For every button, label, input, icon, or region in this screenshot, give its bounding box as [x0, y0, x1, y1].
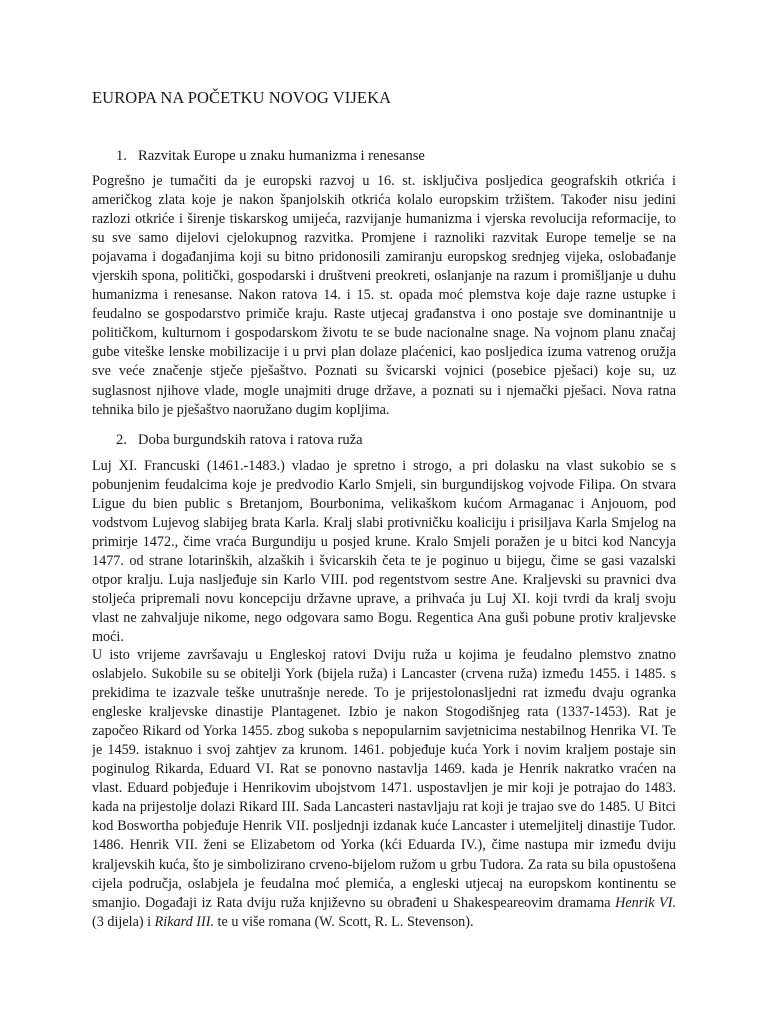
paragraph-text: (3 dijela) i: [92, 913, 155, 930]
paragraph-text: U isto vrijeme završavaju u Engleskoj ratovi Dviju ruža u kojima je feudalno plemstvo znatno oslabjelo. Sukobile su se obitelji York (bijela ruža) i Lancaster (crvena ruža) između 1455. i 1485. s prekidima te izazvale teške unutrašnje nerede. To je prijestolonasljedni rat između dvaju ogranka engleske kraljevske dinastije Plantagenet. Izbio je nakon Stogodišnjeg rata (1337-1453). Rat je započeo Rikard od Yorka 1455. zbog sukoba s nepopularnim savjetnicima nestabilnog Henrika VI. Te je 1459. istaknuo i svoj zahtjev za krunom. 1461. pobjeđuje kuća York i novim kraljem postaje sin poginulog Rikarda, Eduard VI. Rat se ponovno nastavlja 1469. kada je Henrik nakratko vraćen na vlast. Eduard pobjeđuje i Henrikovim ubojstvom 1471. uspostavljen je mir koji je potrajao do 1483. kada na prijestolje dolazi Rikard III. Sada Lancasteri nastavljaju rat koji je trajao sve do 1485. U Bitci kod Boswortha pobjeđuje Henrik VII. posljednji izdanak kuće Lancaster i utemeljitelj dinastije Tudor. 1486. Henrik VII. ženi se Elizabetom od Yorka (kći Eduarda IV.), čime nastupa mir između dviju kraljevskih kuća, što je simbolizirano crveno-bijelom ružom u grbu Tudora. Za rata su bila opustošena cijela područja, oslabjela je feudalna moć plemića, a engleski utjecaj na europskom kontinentu se smanjio. Događaji iz Rata dviju ruža književno su obrađeni u Shakespeareovim dramama: [92, 647, 676, 911]
document-title: EUROPA NA POČETKU NOVOG VIJEKA: [92, 88, 392, 107]
paragraph: Pogrešno je tumačiti da je europski razvoj u 16. st. isključiva posljedica geografskih otkrića i američkog zlata koje je nakon španjolskih otkrića kolalo europskim tržištem. Također nisu jedini razlozi otkriće i širenje tiskarskog umijeća, razvijanje humanizma i vjerska revolucija reformacije, to su sve samo dijelovi cjelokupnog razvitka. Promjene i raznoliki razvitak Europe temelje se na pojavama i događanjima koji su bitno pridonosili zamiranju europskog srednjeg vijeka, oslobađanje vjerskih spona, politički, gospodarski i društveni preokreti, oslanjanje na razum i promišljanje u duhu humanizma i renesanse. Nakon ratova 14. i 15. st. opada moć plemstva koje daje razne ustupke i feudalno se gospodarstvo primiče kraju. Raste utjecaj građanstva i ono postaje sve dominantnije u političkom, kulturnom i gospodarskom životu te se bude nacionalne snage. Na vojnom planu značaj gube viteške lenske mobilizacije i u prvi plan dolaze plaćenici, kao posljedica izuma vatrenog oružja sve veće značenje stječe pješaštvo. Poznati su švicarski vojnici (posebice pješaci) koje su, uz suglasnost njihove vlade, mogle unajmiti druge države, a poznati su i njemački pješaci. Nova ratna tehnika bilo je pješaštvo naoružano dugim kopljima.: [92, 173, 676, 418]
section-heading-2: [116, 432, 363, 449]
section-number: 1.: [116, 148, 127, 164]
paragraph-text: te u više romana (W. Scott, R. L. Stevenson).: [214, 913, 474, 930]
document-page: [92, 0, 676, 1024]
paragraph: Luj XI. Francuski (1461.-1483.) vladao je spretno i strogo, a pri dolasku na vlast sukobio se s pobunjenim feudalcima koje je predvodio Karlo Smjeli, sin burgundijskog vojvode Filipa. On stvara Ligue du bien public s Bretanjom, Bourbonima, velikaškom kućom Armaganac i Anjouom, pod vodstvom Lujevog slabijeg brata Karla. Kralj slabi protivničku koaliciju i prisiljava Karla Smjelog na primirje 1472., čime vraća Burgundiju u posjed krune. Kralo Smjeli poražen je u bitci kod Nancyja 1477. od strane lotarinških, alzaških i švicarskih četa te je poginuo u bijegu, čime se gasi vazalski otpor kralju. Luja nasljeđuje sin Karlo VIII. pod regentstvom sestre Ane. Kraljevski su pravnici dva stoljeća pripremali novu koncepciju državne uprave, a prihvaća ju Luj XI. koji tvrdi da kralj svoju vlast ne zahvaljuje nikome, nego odgovara samo Bogu. Regentica Ana guši pobune protiv kraljevske moći.: [92, 458, 676, 646]
section-number: 2.: [116, 432, 127, 448]
section-heading-text: Doba burgundskih ratova i ratova ruža: [138, 432, 363, 448]
section-heading-1: [116, 148, 425, 165]
section-heading-text: Razvitak Europe u znaku humanizma i renesanse: [138, 148, 425, 164]
work-title: Henrik VI.: [615, 894, 676, 911]
work-title: Rikard III.: [154, 913, 214, 930]
paragraph: [92, 646, 676, 932]
